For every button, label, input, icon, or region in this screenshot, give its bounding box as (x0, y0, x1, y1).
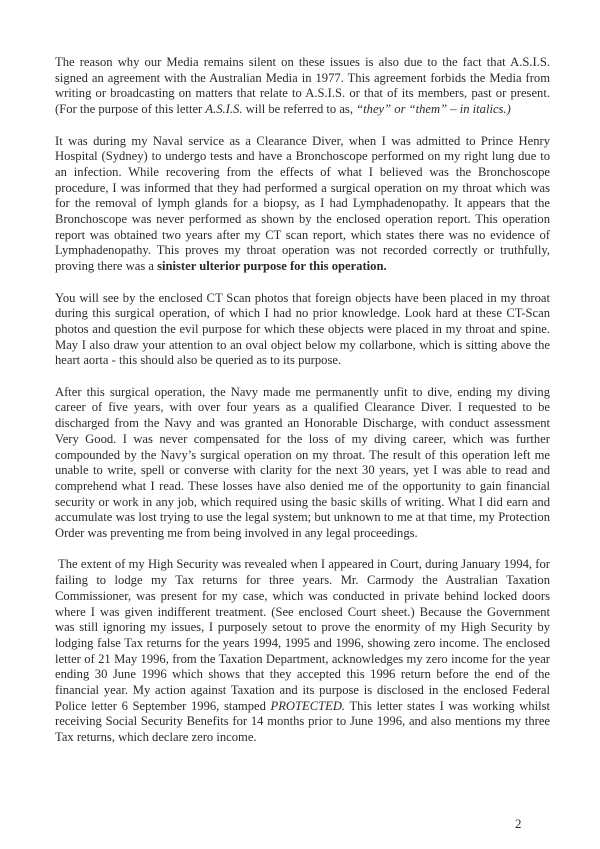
text-segment: A.S.I.S. (205, 102, 243, 117)
paragraph-media (55, 55, 550, 118)
paragraph-ctscan (55, 291, 550, 370)
text-segment: will be referred to as, (242, 102, 357, 117)
paragraph-security (55, 557, 550, 745)
text-segment: The reason why our Media remains silent on these issues is also due to the fact that A.S.I.S. signed an agreement with the Australian Media in 1977. This agreement forbids the Media from writing or broadcasting on matters that relate to A.S.I.S. or that of its members, past or present. (For the purpose of this letter (55, 55, 550, 117)
text-segment: After this surgical operation, the Navy made me permanently unfit to dive, ending my diving career of five years, with over four years as a qualified Clearance Diver. I requested to be discharged from the Navy and was granted an Honorable Discharge, with conduct assessment Very Good. I was never compensated for the loss of my diving career, which was further compounded by the Navy’s surgical operation on my throat. The result of this operation left me unable to write, spell or converse with clarity for the next 30 years, yet I was able to read and comprehend what I read. These losses have also denied me of the opportunity to gain financial security or work in any job, which required using the basic skills of writing. What I did earn and accumulate was lost trying to use the legal system; but unknown to me at that time, my Protection Order was preventing me from being involved in any legal proceedings. (55, 384, 550, 541)
page-number: 2 (515, 816, 522, 831)
text-segment: “they” or “them” – in italics.) (356, 102, 511, 117)
paragraph-career (55, 385, 550, 542)
paragraph-naval (55, 134, 550, 275)
text-segment: PROTECTED. (270, 698, 346, 713)
letter-body (55, 55, 550, 762)
text-segment: This letter states I was working whilst receiving Social Security Benefits for 14 months prior to June 1996, and also mentions my three Tax returns, which declare zero income. (55, 698, 550, 745)
text-segment: It was during my Naval service as a Clearance Diver, when I was admitted to Prince Henry Hospital (Sydney) to undergo tests and have a Bronchoscope performed on my right lung due to an infection. While recovering from the effects of what I believed was the Bronchoscope procedure, I was informed that they had performed a surgical operation on my throat which was for the removal of lymph glands for a biopsy, as I had Lymphadenopathy. It appears that the Bronchoscope was never performed as shown by the enclosed operation report. This operation report was obtained two years after my CT scan report, which states there was no evidence of Lymphadenopathy. This proves my throat operation was not recorded correctly or truthfully, proving there was a (55, 133, 550, 274)
text-segment: sinister ulterior purpose for this operation. (157, 259, 387, 274)
text-segment: You will see by the enclosed CT Scan photos that foreign objects have been placed in my throat during this surgical operation, of which I had no prior knowledge. Look hard at these CT-Scan photos and question the evil purpose for which these objects were placed in my throat and spine. May I also draw your attention to an oval object below my collarbone, which is sitting above the heart aorta - this should also be queried as to its purpose. (55, 290, 550, 368)
text-segment: The extent of my High Security was revealed when I appeared in Court, during January 1994, for failing to lodge my Tax returns for three years. Mr. Carmody the Australian Taxation Commissioner, was present for my case, which was conducted in private behind locked doors where I was given indifferent treatment. (See enclosed Court sheet.) Because the Government was still ignoring my issues, I purposely setout to prove the enormity of my High Security by lodging false Tax returns for the years 1994, 1995 and 1996, showing zero income. The enclosed letter of 21 May 1996, from the Taxation Department, acknowledges my zero income for the year ending 30 June 1996 which shows that they accepted this 1996 return before the end of the financial year. My action against Taxation and its purpose is disclosed in the enclosed Federal Police letter 6 September 1996, stamped (55, 557, 550, 713)
